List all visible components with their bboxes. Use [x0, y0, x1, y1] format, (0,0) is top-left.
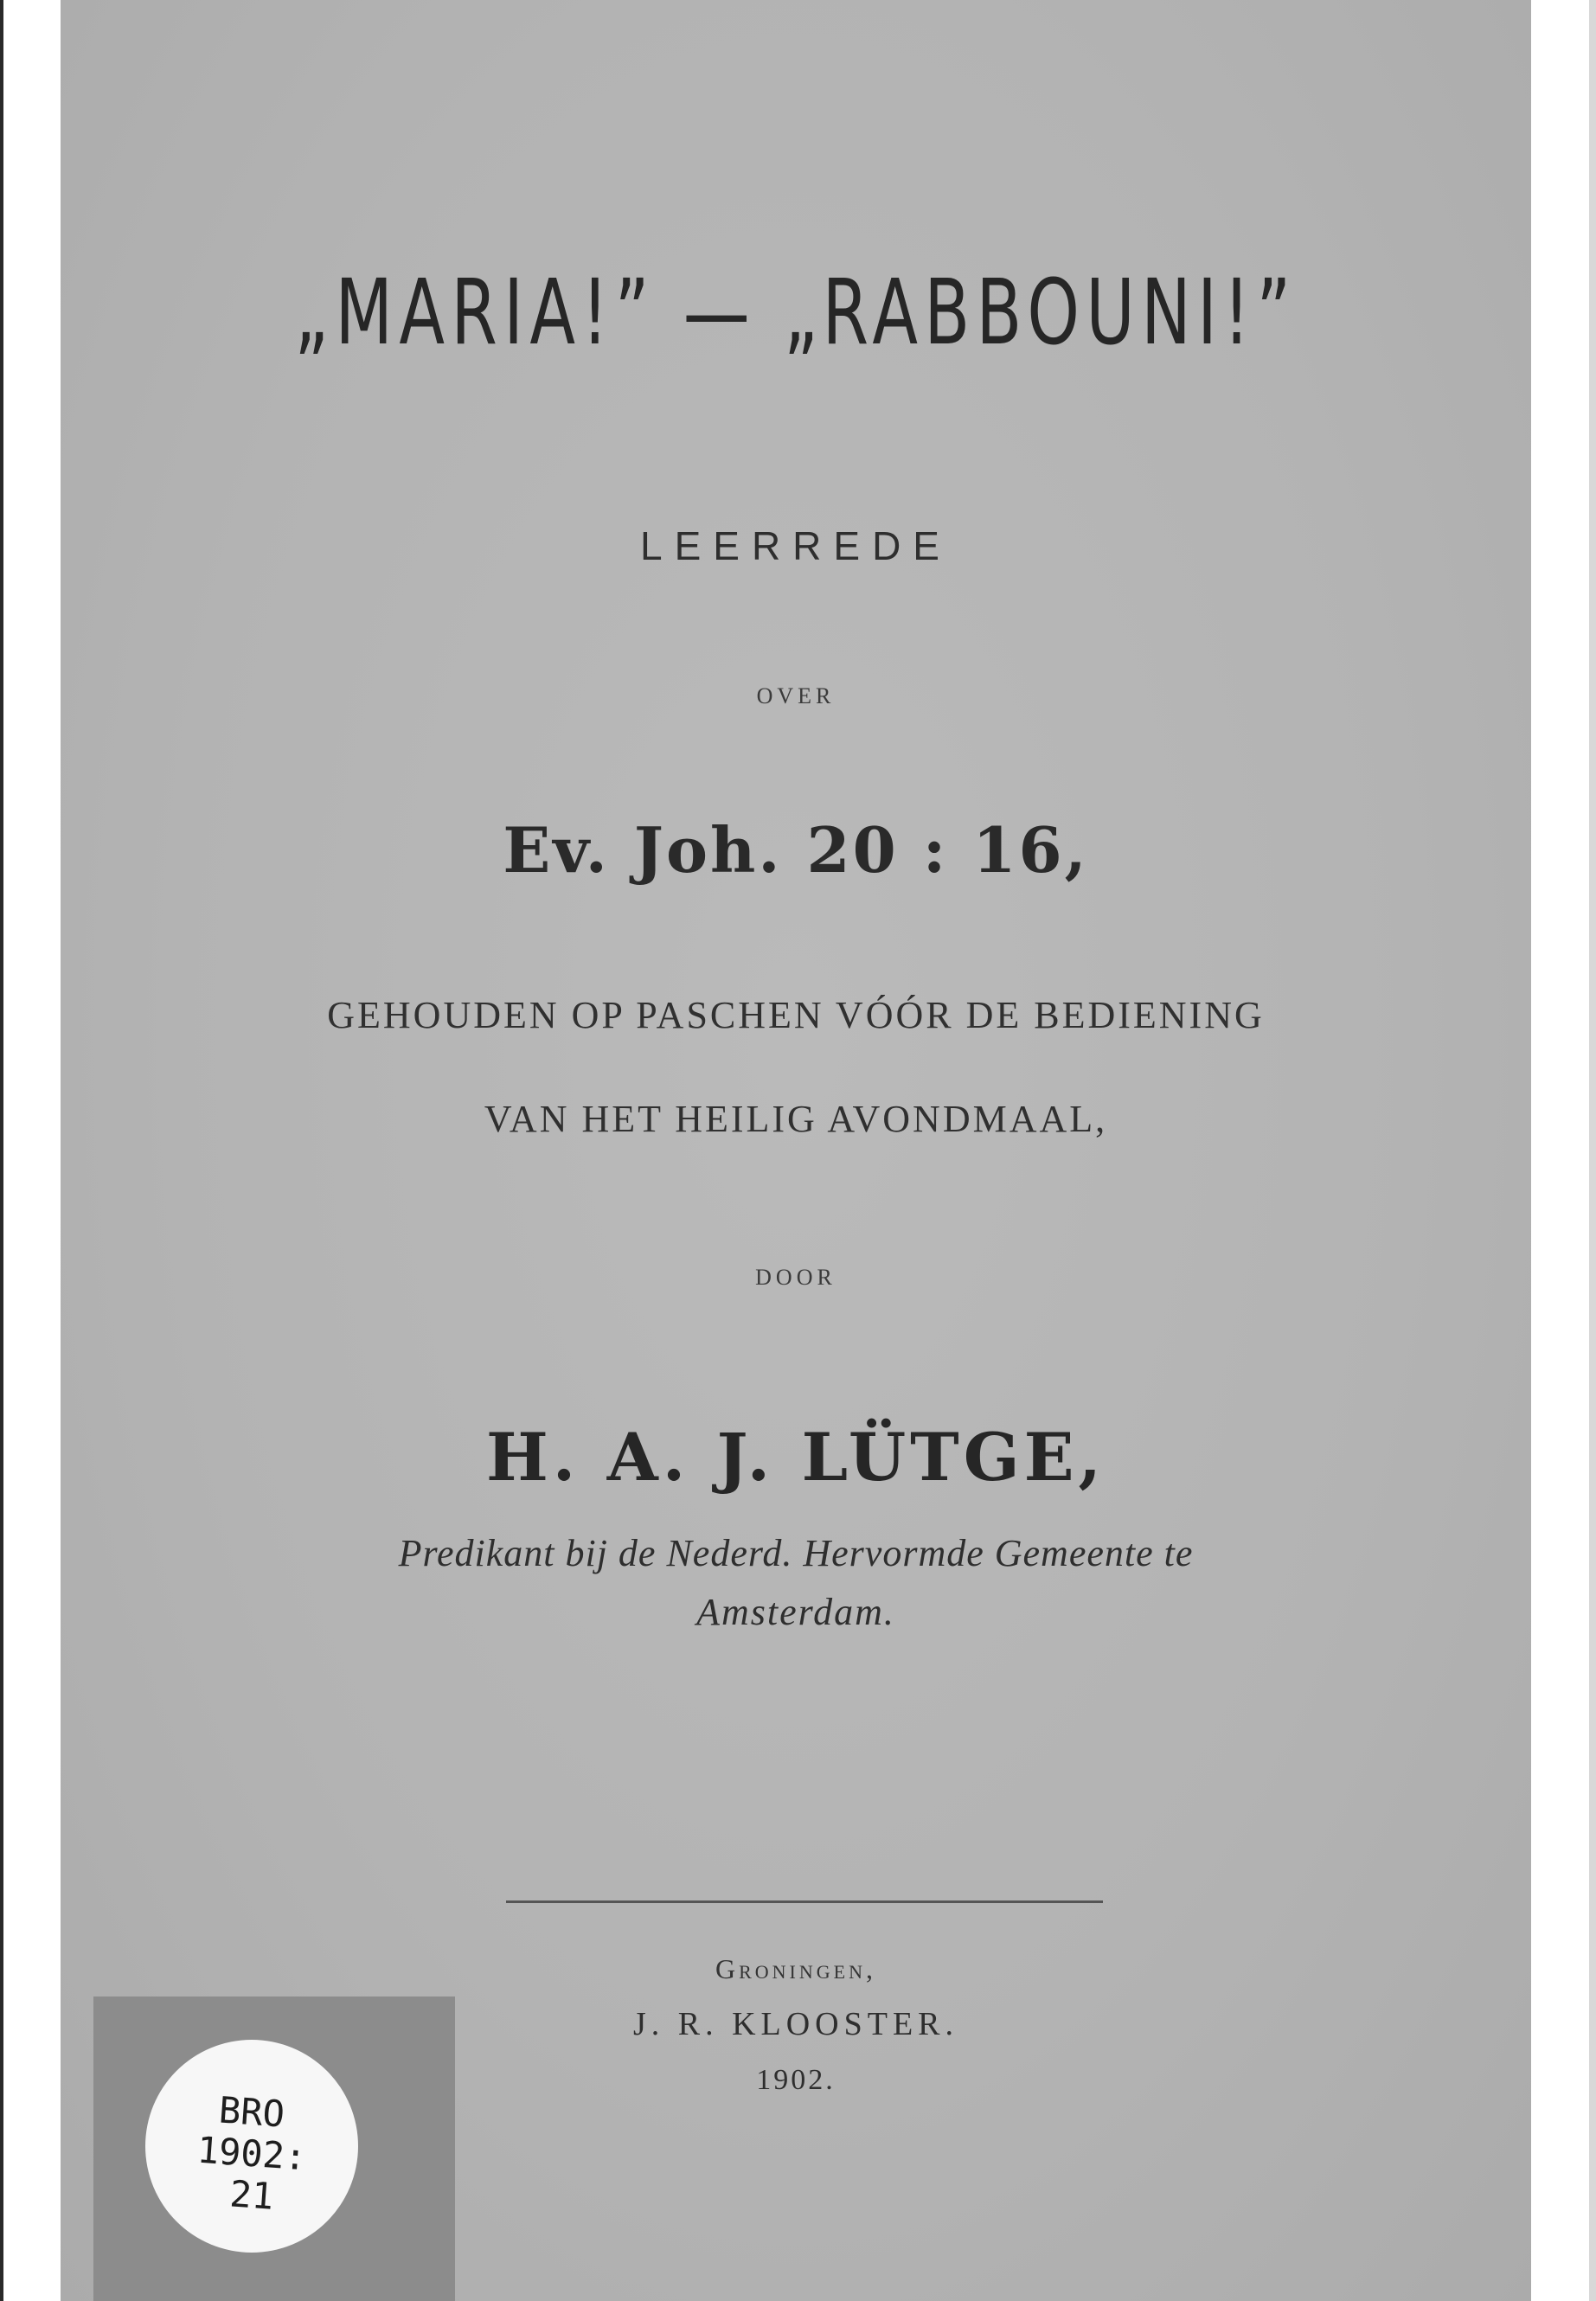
page-right-edge — [1589, 0, 1596, 2301]
page-left-edge — [0, 0, 3, 2301]
occasion-line-1: GEHOUDEN OP PASCHEN VÓÓR DE BEDIENING — [327, 994, 1265, 1036]
library-label-line-1: BRO — [217, 2088, 286, 2136]
imprint-publisher: J. R. KLOOSTER. — [632, 2006, 959, 2042]
author-name: H. A. J. LÜTGE, — [486, 1419, 1106, 1496]
bible-verse: Ev. Joh. 20 : 16, — [503, 813, 1089, 887]
author-position-line-2: Amsterdam. — [696, 1591, 895, 1633]
library-label-line-2: 1902: — [195, 2128, 308, 2179]
title: „MARIA!” — „RABBOUNI!” — [294, 260, 1298, 365]
occasion-line-2: VAN HET HEILIG AVONDMAAL, — [484, 1098, 1108, 1140]
genre-label: LEERREDE — [640, 523, 952, 568]
imprint-year: 1902. — [756, 2064, 836, 2096]
title-page-cover — [61, 0, 1531, 2301]
imprint-city: Groningen, — [715, 1953, 876, 1984]
author-position-line-1: Predikant bij de Nederd. Hervormde Gemeente te — [398, 1532, 1194, 1574]
door-label: DOOR — [755, 1265, 836, 1290]
over-label: OVER — [756, 683, 836, 708]
divider-rule — [506, 1900, 1103, 1903]
library-label-line-3: 21 — [228, 2172, 275, 2218]
library-label-sticker — [145, 2040, 358, 2253]
